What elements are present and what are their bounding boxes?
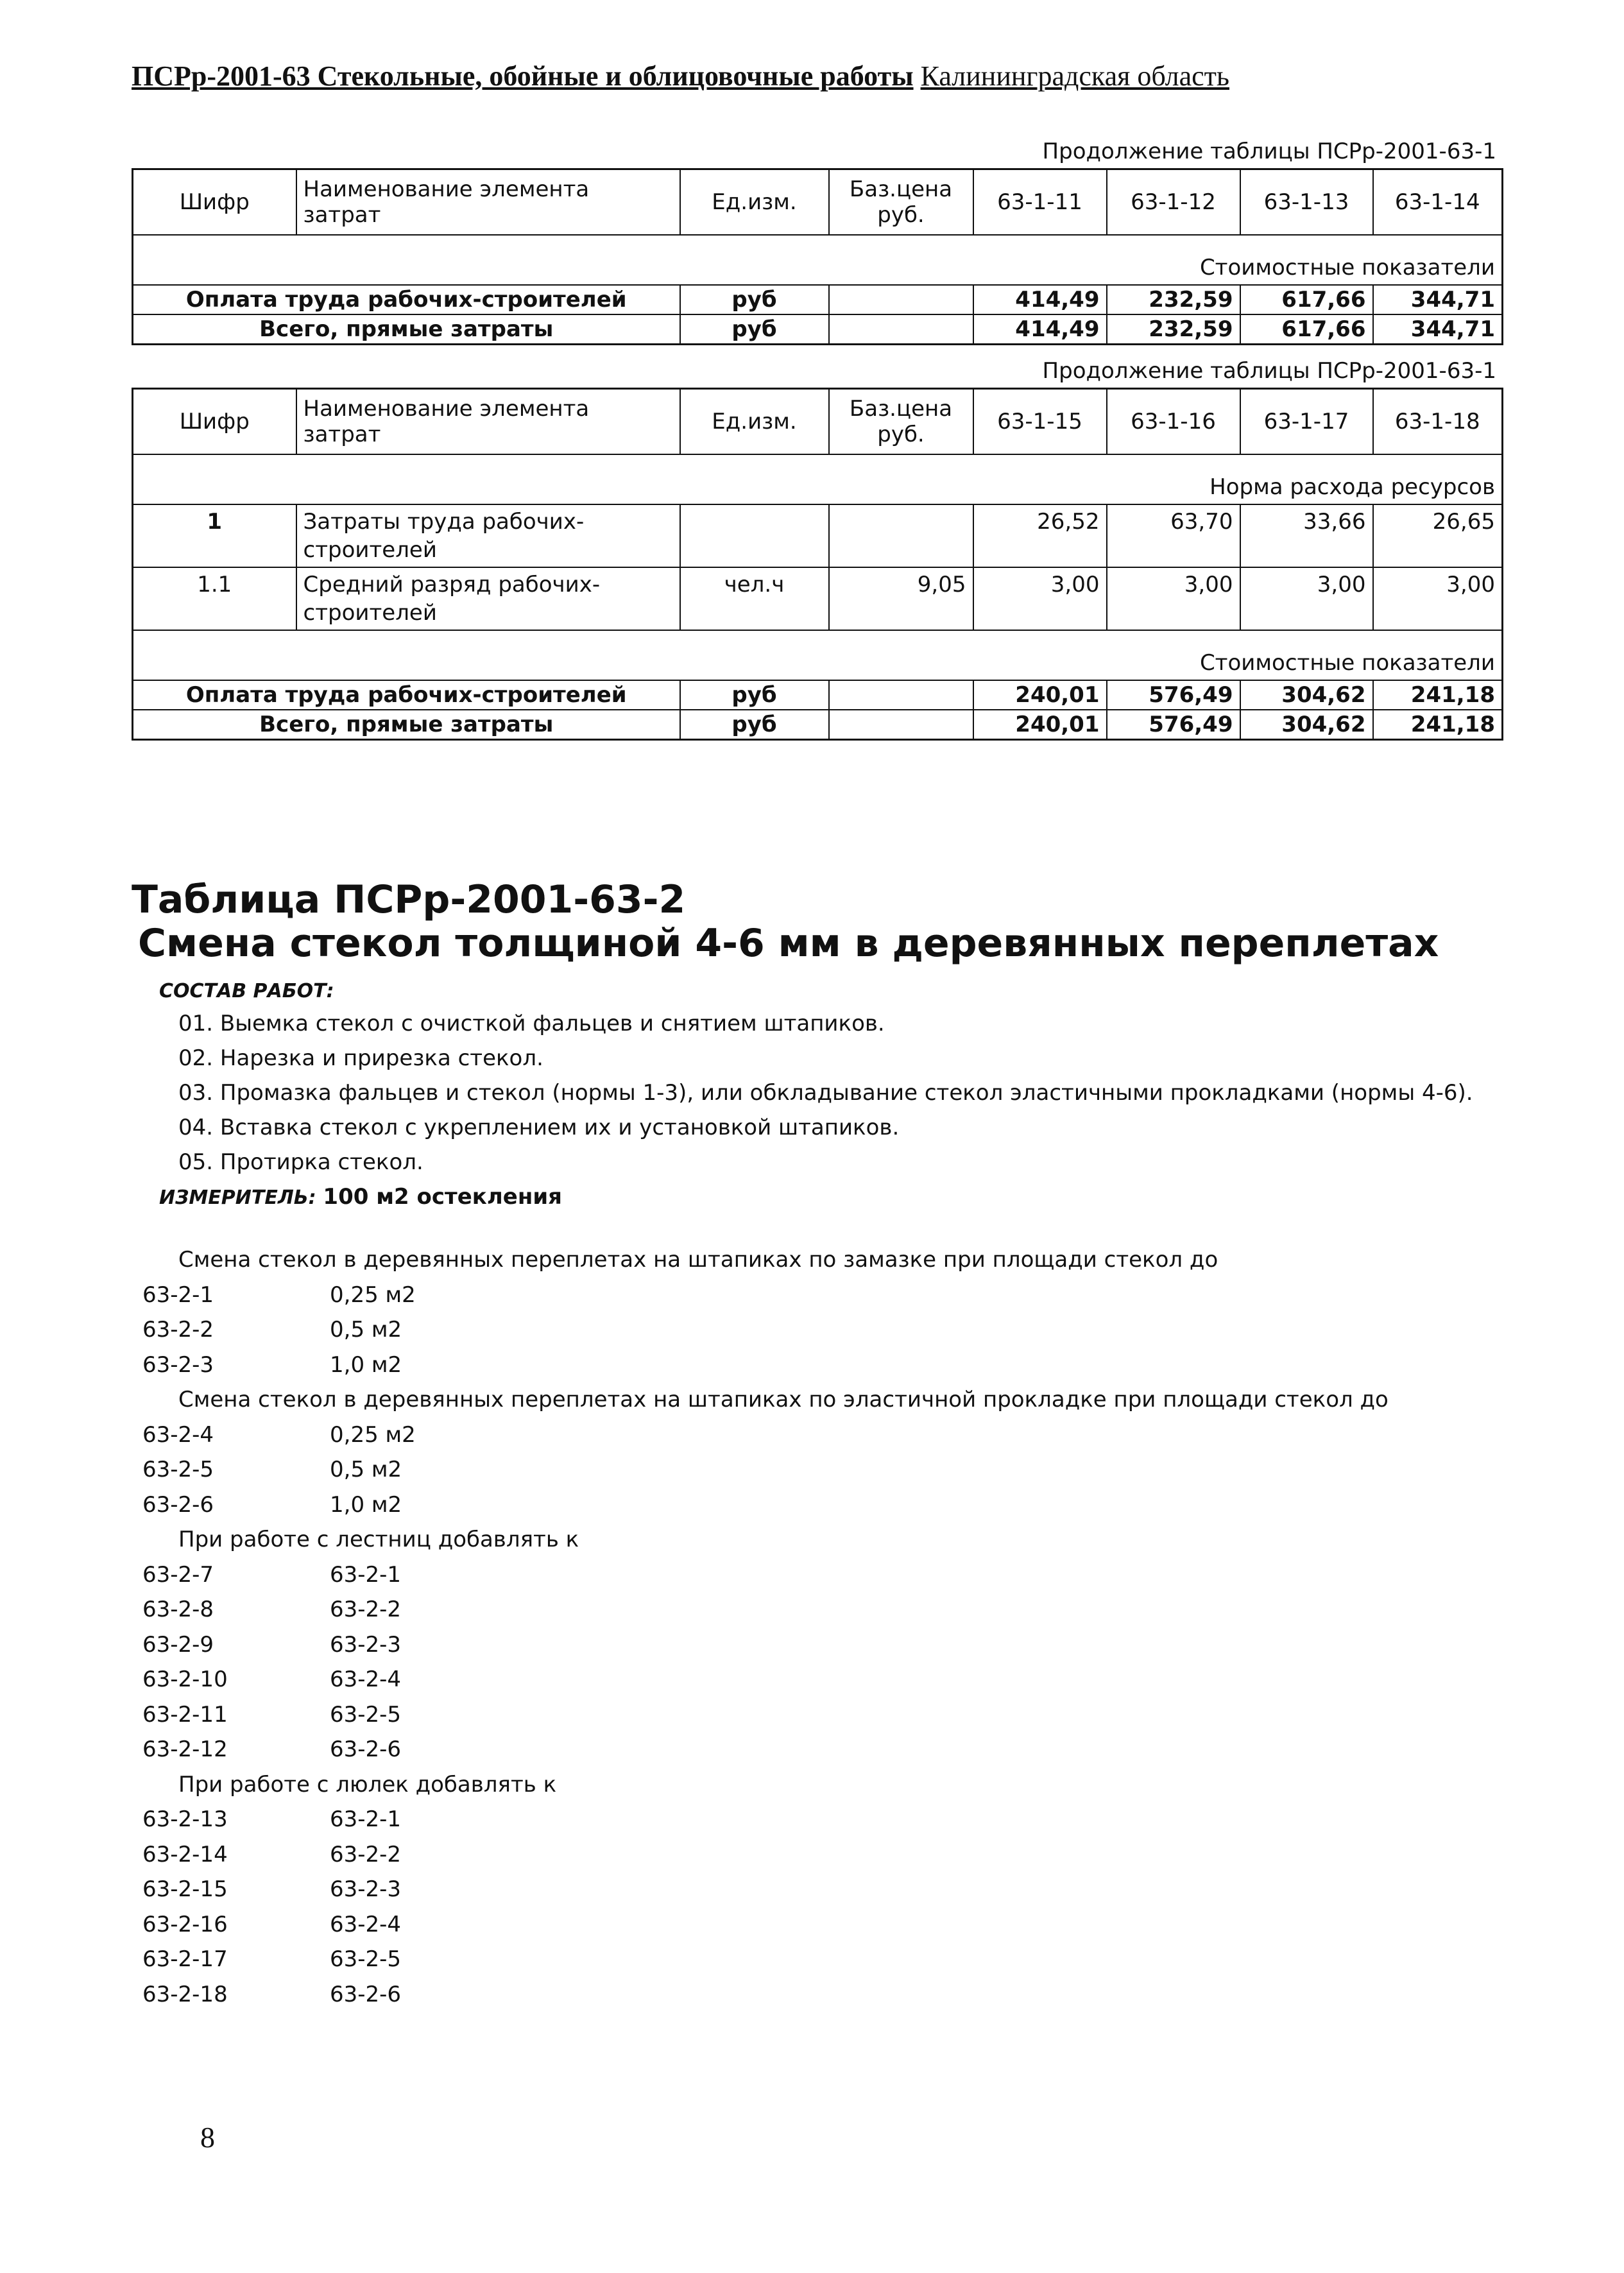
table-row [133,285,1503,314]
section-label: Стоимостные показатели [133,630,1503,680]
row-value: 617,66 [1240,314,1373,345]
row-value: 240,01 [973,680,1107,710]
code-value: 0,25 м2 [330,1421,416,1448]
row-value: 304,62 [1240,680,1373,710]
section-label: Стоимостные показатели [133,235,1503,285]
code-item [142,1452,1389,1488]
code-value: 63-2-1 [330,1561,402,1588]
header-cell: Баз.цена руб. [829,389,973,455]
code-number: 63-2-13 [142,1806,228,1832]
page-number: 8 [200,2121,215,2154]
code-number: 63-2-7 [142,1561,214,1588]
row-value: 3,00 [1240,567,1373,630]
header-title: ПСРр-2001-63 Стекольные, обойные и облицовочные работы [132,60,914,92]
code-value: 63-2-4 [330,1667,402,1692]
code-value: 0,5 м2 [330,1317,402,1342]
code-group-heading: При работе с люлек добавлять к [178,1771,557,1797]
row-name: Оплата труда рабочих-строителей [133,285,680,314]
code-list [142,1242,1389,2012]
header-cell: Ед.изм. [680,389,829,455]
code-item [142,1418,1389,1453]
header-cell: Шифр [133,389,296,455]
row-price [829,314,973,345]
code-value: 63-2-5 [330,1701,402,1728]
code-value: 1,0 м2 [330,1491,402,1518]
code-value: 63-2-3 [330,1631,402,1658]
code-number: 63-2-18 [142,1981,228,2007]
works-item: 05. Протирка стекол. [178,1149,423,1175]
works-item: 01. Выемка стекол с очисткой фальцев и снятием штапиков. [178,1011,885,1036]
table-1-block [132,137,1501,345]
row-value: 26,65 [1373,504,1503,567]
row-value: 232,59 [1107,285,1240,314]
code-number: 63-2-16 [142,1911,228,1937]
measure-label: ИЗМЕРИТЕЛЬ: [159,1187,316,1209]
row-value: 3,00 [973,567,1107,630]
works-label: СОСТАВ РАБОТ: [159,980,334,1002]
code-value: 63-2-2 [330,1841,402,1867]
header-cell: 63-1-15 [973,389,1107,455]
code-value: 63-2-1 [330,1806,402,1832]
works-item: 04. Вставка стекол с укреплением их и установкой штапиков. [178,1115,900,1140]
table-2 [132,388,1503,741]
table-header-row [133,389,1503,455]
code-item [142,1907,1389,1943]
code-item [142,1557,1389,1593]
row-price: 9,05 [829,567,973,630]
row-price [829,680,973,710]
code-item [142,1627,1389,1663]
measure-line [159,1179,562,1215]
code-item [142,1942,1389,1977]
code-number: 63-2-9 [142,1631,214,1658]
header-cell: 63-1-12 [1107,169,1240,236]
row-unit [680,504,829,567]
works-item: 03. Промазка фальцев и стекол (нормы 1-3), или обкладывание стекол эластичными прокладками (нормы 4-6). [178,1080,1473,1106]
table-row [133,710,1503,740]
running-header [132,59,1511,94]
code-value: 1,0 м2 [330,1351,402,1378]
table-1 [132,168,1503,345]
row-value: 344,71 [1373,314,1503,345]
row-value: 576,49 [1107,680,1240,710]
section-row [133,454,1503,504]
code-value: 63-2-6 [330,1737,402,1762]
row-unit: руб [680,314,829,345]
code-number: 63-2-10 [142,1667,228,1692]
code-number: 63-2-3 [142,1351,214,1378]
row-name: Всего, прямые затраты [133,710,680,740]
row-unit: руб [680,680,829,710]
code-item [142,1872,1389,1907]
code-item [142,1348,1389,1383]
row-value: 414,49 [973,314,1107,345]
code-value: 0,5 м2 [330,1457,402,1482]
code-number: 63-2-14 [142,1841,228,1867]
code-item [142,1977,1389,2012]
row-price [829,504,973,567]
header-cell: 63-1-14 [1373,169,1503,236]
code-item [142,1732,1389,1767]
header-cell: 63-1-17 [1240,389,1373,455]
row-value: 241,18 [1373,680,1503,710]
code-item [142,1312,1389,1348]
table-row [133,567,1503,630]
code-number: 63-2-1 [142,1282,214,1308]
code-value: 63-2-6 [330,1981,402,2007]
code-value: 63-2-2 [330,1597,402,1622]
row-value: 617,66 [1240,285,1373,314]
row-code: 1.1 [133,567,296,630]
code-value: 0,25 м2 [330,1282,416,1308]
row-name: Средний разряд рабочих-строителей [296,567,680,630]
works-item: 02. Нарезка и прирезка стекол. [178,1045,543,1071]
row-value: 240,01 [973,710,1107,740]
row-value: 3,00 [1107,567,1240,630]
code-item [142,1837,1389,1873]
header-cell: 63-1-16 [1107,389,1240,455]
table-title: Таблица ПСРр-2001-63-2 [132,877,686,922]
table-row [133,504,1503,567]
section-row [133,630,1503,680]
code-number: 63-2-11 [142,1701,228,1728]
section-subtitle: Смена стекол толщиной 4-6 мм в деревянных переплетах [138,921,1439,966]
code-number: 63-2-5 [142,1457,214,1482]
section-row [133,235,1503,285]
header-cell: Шифр [133,169,296,236]
code-item [142,1592,1389,1627]
header-cell: Наименование элемента затрат [296,389,680,455]
row-value: 304,62 [1240,710,1373,740]
table-row [133,680,1503,710]
table-header-row [133,169,1503,236]
row-unit: руб [680,285,829,314]
row-value: 26,52 [973,504,1107,567]
header-cell: Наименование элемента затрат [296,169,680,236]
code-group-heading: Смена стекол в деревянных переплетах на штапиках по замазке при площади стекол до [178,1247,1218,1273]
row-name: Всего, прямые затраты [133,314,680,345]
row-value: 232,59 [1107,314,1240,345]
table-row [133,314,1503,345]
row-value: 344,71 [1373,285,1503,314]
code-number: 63-2-15 [142,1876,228,1902]
code-item [142,1802,1389,1837]
code-number: 63-2-12 [142,1737,228,1762]
row-unit: чел.ч [680,567,829,630]
row-price [829,285,973,314]
code-item [142,1697,1389,1733]
code-number: 63-2-2 [142,1317,214,1342]
code-group-heading: При работе с лестниц добавлять к [178,1527,579,1552]
row-value: 63,70 [1107,504,1240,567]
row-code: 1 [133,504,296,567]
code-number: 63-2-6 [142,1491,214,1518]
row-name: Оплата труда рабочих-строителей [133,680,680,710]
row-unit: руб [680,710,829,740]
section-label: Норма расхода ресурсов [133,454,1503,504]
header-cell: Баз.цена руб. [829,169,973,236]
row-value: 576,49 [1107,710,1240,740]
header-cell: Ед.изм. [680,169,829,236]
table-caption: Продолжение таблицы ПСРр-2001-63-1 [1042,139,1496,164]
row-value: 3,00 [1373,567,1503,630]
code-number: 63-2-8 [142,1597,214,1622]
code-item [142,1488,1389,1523]
header-cell: 63-1-11 [973,169,1107,236]
code-number: 63-2-4 [142,1421,214,1448]
code-value: 63-2-3 [330,1876,402,1902]
code-group-heading: Смена стекол в деревянных переплетах на штапиках по эластичной прокладке при площади стекол до [178,1387,1389,1412]
code-item [142,1662,1389,1697]
code-number: 63-2-17 [142,1946,228,1972]
row-price [829,710,973,740]
code-value: 63-2-5 [330,1946,402,1972]
header-region: Калининградская область [920,60,1229,92]
row-value: 241,18 [1373,710,1503,740]
code-item [142,1278,1389,1313]
row-value: 33,66 [1240,504,1373,567]
table-caption: Продолжение таблицы ПСРр-2001-63-1 [1042,358,1496,384]
header-cell: 63-1-18 [1373,389,1503,455]
code-value: 63-2-4 [330,1911,402,1937]
row-value: 414,49 [973,285,1107,314]
table-2-block [132,357,1501,741]
row-name: Затраты труда рабочих-строителей [296,504,680,567]
measure-value: 100 м2 остекления [323,1184,562,1210]
header-cell: 63-1-13 [1240,169,1373,236]
works-label-line [159,973,334,1009]
